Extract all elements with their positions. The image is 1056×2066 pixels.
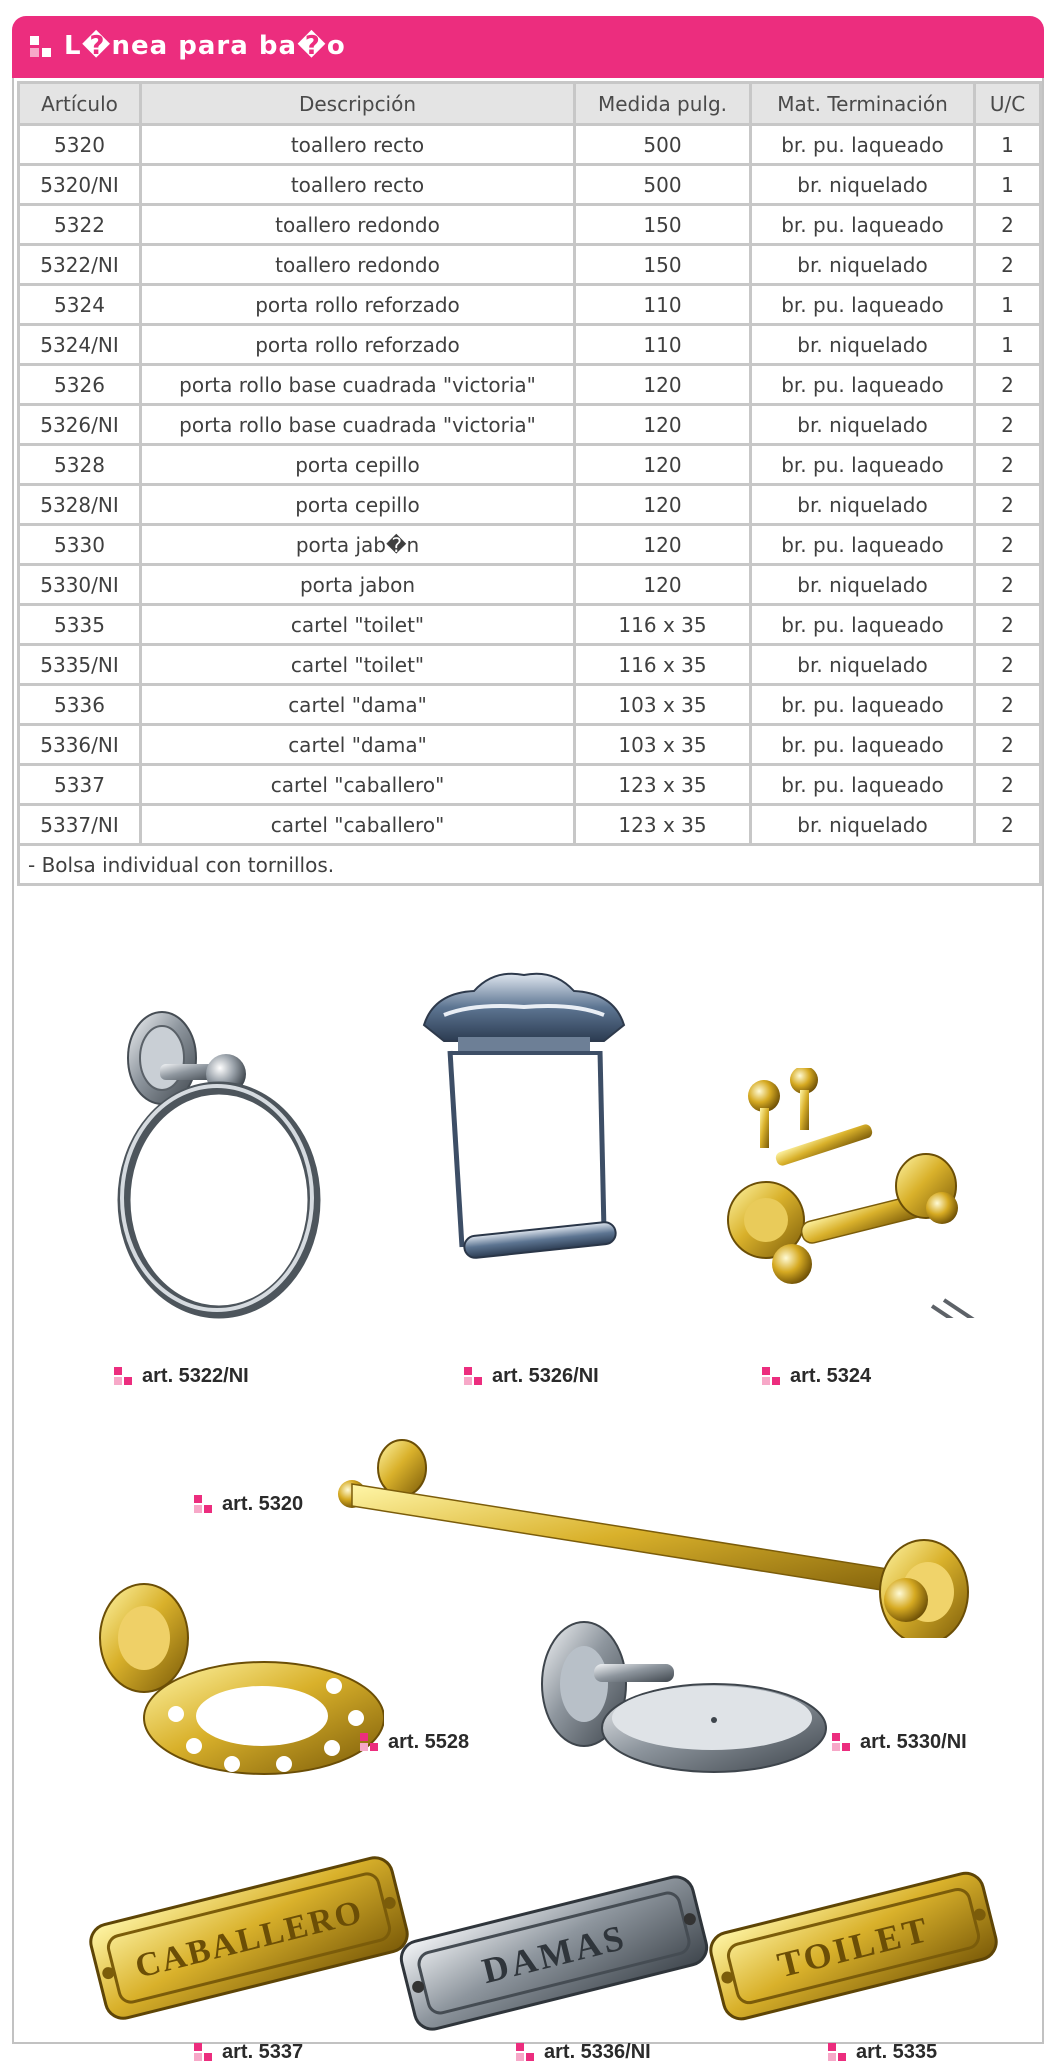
bullet-icon bbox=[832, 1733, 852, 1751]
table-row bbox=[19, 205, 1041, 245]
cell-uc: 2 bbox=[975, 525, 1041, 565]
col-header-articulo: Artículo bbox=[19, 83, 141, 125]
cell-medida: 150 bbox=[575, 245, 751, 285]
table-row bbox=[19, 245, 1041, 285]
cell-articulo: 5337 bbox=[19, 765, 141, 805]
cell-terminacion: br. niquelado bbox=[751, 805, 975, 845]
table-row bbox=[19, 605, 1041, 645]
cell-articulo: 5320/NI bbox=[19, 165, 141, 205]
cell-medida: 123 x 35 bbox=[575, 765, 751, 805]
cell-terminacion: br. pu. laqueado bbox=[751, 525, 975, 565]
table-row bbox=[19, 165, 1041, 205]
catalog-panel bbox=[12, 78, 1044, 2063]
bullet-icon bbox=[194, 1495, 214, 1513]
cell-uc: 2 bbox=[975, 565, 1041, 605]
soap-dish-image bbox=[534, 1608, 834, 1788]
caption-text: art. 5335 bbox=[856, 2040, 938, 2063]
cell-descripcion: cartel "toilet" bbox=[141, 605, 575, 645]
cell-medida: 120 bbox=[575, 445, 751, 485]
caption-text: art. 5324 bbox=[790, 1364, 872, 1387]
roll-holder-victoria-image bbox=[414, 963, 634, 1343]
section-bullet-icon bbox=[30, 36, 54, 60]
cell-articulo: 5328/NI bbox=[19, 485, 141, 525]
cell-medida: 500 bbox=[575, 165, 751, 205]
cell-uc: 1 bbox=[975, 325, 1041, 365]
table-row bbox=[19, 285, 1041, 325]
cell-medida: 110 bbox=[575, 285, 751, 325]
table-row bbox=[19, 125, 1041, 165]
col-header-terminacion: Mat. Terminación bbox=[751, 83, 975, 125]
table-header-row bbox=[19, 83, 1041, 125]
table-note: - Bolsa individual con tornillos. bbox=[19, 845, 1041, 885]
table-note-row bbox=[19, 845, 1041, 885]
cell-descripcion: cartel "caballero" bbox=[141, 765, 575, 805]
table-row bbox=[19, 445, 1041, 485]
cell-medida: 116 x 35 bbox=[575, 645, 751, 685]
cell-articulo: 5324 bbox=[19, 285, 141, 325]
cell-articulo: 5337/NI bbox=[19, 805, 141, 845]
cell-descripcion: toallero redondo bbox=[141, 205, 575, 245]
cell-terminacion: br. pu. laqueado bbox=[751, 285, 975, 325]
cell-articulo: 5335 bbox=[19, 605, 141, 645]
cell-terminacion: br. pu. laqueado bbox=[751, 685, 975, 725]
cell-uc: 1 bbox=[975, 165, 1041, 205]
caption-text: art. 5337 bbox=[222, 2040, 304, 2063]
caption-text: art. 5322/NI bbox=[142, 1364, 249, 1387]
cell-terminacion: br. pu. laqueado bbox=[751, 445, 975, 485]
cell-medida: 110 bbox=[575, 325, 751, 365]
brush-holder-image bbox=[84, 1568, 384, 1788]
table-row bbox=[19, 325, 1041, 365]
cell-descripcion: porta jab�n bbox=[141, 525, 575, 565]
table-row bbox=[19, 565, 1041, 605]
caption-text: art. 5330/NI bbox=[860, 1730, 967, 1753]
cell-descripcion: porta rollo reforzado bbox=[141, 325, 575, 365]
cell-terminacion: br. niquelado bbox=[751, 565, 975, 605]
cell-terminacion: br. niquelado bbox=[751, 405, 975, 445]
sign-lettering: DAMAS bbox=[478, 1916, 631, 1992]
caption-art-5320 bbox=[194, 1490, 303, 1518]
cell-descripcion: porta rollo reforzado bbox=[141, 285, 575, 325]
cell-terminacion: br. pu. laqueado bbox=[751, 725, 975, 765]
cell-medida: 103 x 35 bbox=[575, 725, 751, 765]
caption-text: art. 5320 bbox=[222, 1492, 304, 1515]
cell-uc: 2 bbox=[975, 725, 1041, 765]
cell-articulo: 5322/NI bbox=[19, 245, 141, 285]
bullet-icon bbox=[360, 1733, 380, 1751]
cell-medida: 120 bbox=[575, 525, 751, 565]
col-header-uc: U/C bbox=[975, 83, 1041, 125]
cell-articulo: 5336/NI bbox=[19, 725, 141, 765]
cell-medida: 120 bbox=[575, 405, 751, 445]
bullet-icon bbox=[114, 1367, 134, 1385]
caption-text: art. 5528 bbox=[388, 1730, 470, 1753]
cell-descripcion: toallero recto bbox=[141, 125, 575, 165]
table-row bbox=[19, 365, 1041, 405]
bullet-icon bbox=[464, 1367, 484, 1385]
cell-medida: 120 bbox=[575, 565, 751, 605]
cell-articulo: 5322 bbox=[19, 205, 141, 245]
cell-articulo: 5328 bbox=[19, 445, 141, 485]
caption-text: art. 5336/NI bbox=[544, 2040, 651, 2063]
cell-medida: 120 bbox=[575, 365, 751, 405]
caption-art-5322ni bbox=[114, 1362, 249, 1390]
cell-articulo: 5326 bbox=[19, 365, 141, 405]
section-title: L�nea para ba�o bbox=[64, 31, 346, 61]
caption-art-5528 bbox=[360, 1728, 469, 1756]
towel-ring-image bbox=[104, 988, 334, 1358]
cell-articulo: 5324/NI bbox=[19, 325, 141, 365]
cell-uc: 1 bbox=[975, 285, 1041, 325]
table-row bbox=[19, 525, 1041, 565]
caption-text: art. 5326/NI bbox=[492, 1364, 599, 1387]
sign-lettering: TOILET bbox=[773, 1908, 934, 1986]
caption-art-5336ni bbox=[516, 2038, 651, 2066]
cell-terminacion: br. pu. laqueado bbox=[751, 205, 975, 245]
cell-terminacion: br. niquelado bbox=[751, 245, 975, 285]
cell-descripcion: porta rollo base cuadrada "victoria" bbox=[141, 365, 575, 405]
cell-articulo: 5326/NI bbox=[19, 405, 141, 445]
cell-terminacion: br. niquelado bbox=[751, 485, 975, 525]
cell-uc: 2 bbox=[975, 805, 1041, 845]
cell-terminacion: br. niquelado bbox=[751, 165, 975, 205]
section-header bbox=[12, 16, 1044, 78]
cell-descripcion: porta rollo base cuadrada "victoria" bbox=[141, 405, 575, 445]
cell-articulo: 5336 bbox=[19, 685, 141, 725]
caption-art-5337 bbox=[194, 2038, 303, 2066]
cell-terminacion: br. niquelado bbox=[751, 645, 975, 685]
cell-descripcion: cartel "dama" bbox=[141, 685, 575, 725]
bullet-icon bbox=[762, 1367, 782, 1385]
table-row bbox=[19, 685, 1041, 725]
cell-articulo: 5330 bbox=[19, 525, 141, 565]
cell-terminacion: br. pu. laqueado bbox=[751, 605, 975, 645]
cell-descripcion: toallero recto bbox=[141, 165, 575, 205]
caption-art-5335 bbox=[828, 2038, 937, 2066]
cell-uc: 2 bbox=[975, 205, 1041, 245]
cell-uc: 1 bbox=[975, 125, 1041, 165]
roll-holder-image bbox=[704, 1068, 1004, 1318]
bullet-icon bbox=[828, 2043, 848, 2061]
table-row bbox=[19, 805, 1041, 845]
cell-descripcion: porta jabon bbox=[141, 565, 575, 605]
sign-toilet-image bbox=[704, 1858, 1004, 2038]
col-header-medida: Medida pulg. bbox=[575, 83, 751, 125]
table-row bbox=[19, 725, 1041, 765]
cell-uc: 2 bbox=[975, 245, 1041, 285]
cell-medida: 123 x 35 bbox=[575, 805, 751, 845]
table-row bbox=[19, 405, 1041, 445]
cell-uc: 2 bbox=[975, 765, 1041, 805]
table-row bbox=[19, 765, 1041, 805]
cell-uc: 2 bbox=[975, 605, 1041, 645]
cell-descripcion: cartel "caballero" bbox=[141, 805, 575, 845]
cell-uc: 2 bbox=[975, 485, 1041, 525]
caption-art-5326ni bbox=[464, 1362, 599, 1390]
cell-terminacion: br. pu. laqueado bbox=[751, 125, 975, 165]
col-header-descripcion: Descripción bbox=[141, 83, 575, 125]
cell-medida: 116 x 35 bbox=[575, 605, 751, 645]
caption-art-5324 bbox=[762, 1362, 871, 1390]
cell-articulo: 5320 bbox=[19, 125, 141, 165]
cell-uc: 2 bbox=[975, 645, 1041, 685]
bullet-icon bbox=[194, 2043, 214, 2061]
cell-medida: 150 bbox=[575, 205, 751, 245]
sign-damas-image bbox=[394, 1858, 714, 2048]
product-table bbox=[17, 81, 1042, 886]
cell-terminacion: br. pu. laqueado bbox=[751, 765, 975, 805]
cell-uc: 2 bbox=[975, 445, 1041, 485]
cell-uc: 2 bbox=[975, 405, 1041, 445]
table-row bbox=[19, 485, 1041, 525]
bullet-icon bbox=[516, 2043, 536, 2061]
cell-terminacion: br. niquelado bbox=[751, 325, 975, 365]
sign-lettering: CABALLERO bbox=[131, 1893, 368, 1986]
cell-descripcion: cartel "dama" bbox=[141, 725, 575, 765]
cell-uc: 2 bbox=[975, 365, 1041, 405]
cell-descripcion: porta cepillo bbox=[141, 485, 575, 525]
cell-medida: 500 bbox=[575, 125, 751, 165]
cell-terminacion: br. pu. laqueado bbox=[751, 365, 975, 405]
cell-descripcion: cartel "toilet" bbox=[141, 645, 575, 685]
sign-caballero-image bbox=[84, 1838, 414, 2038]
table-row bbox=[19, 645, 1041, 685]
caption-art-5330ni bbox=[832, 1728, 967, 1756]
cell-descripcion: toallero redondo bbox=[141, 245, 575, 285]
cell-medida: 120 bbox=[575, 485, 751, 525]
cell-articulo: 5330/NI bbox=[19, 565, 141, 605]
cell-uc: 2 bbox=[975, 685, 1041, 725]
cell-medida: 103 x 35 bbox=[575, 685, 751, 725]
cell-descripcion: porta cepillo bbox=[141, 445, 575, 485]
cell-articulo: 5335/NI bbox=[19, 645, 141, 685]
